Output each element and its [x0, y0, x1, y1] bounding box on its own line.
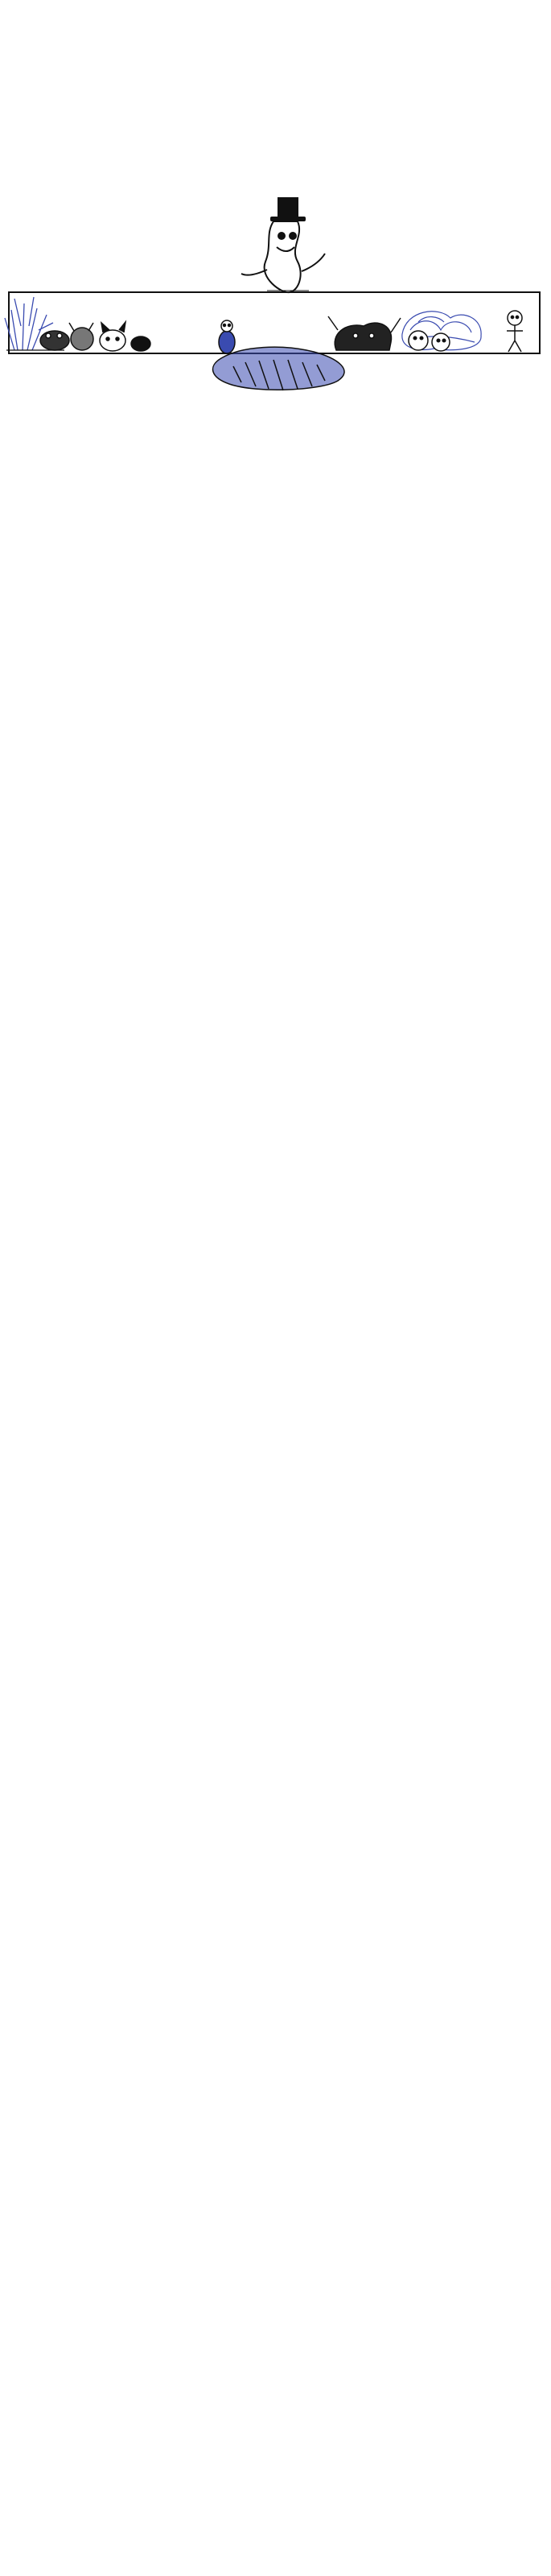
dark-fae-crab-icon — [328, 316, 401, 350]
crab-creature-icon — [40, 323, 93, 350]
comic-drawing — [0, 197, 551, 398]
blue-figure-icon — [219, 320, 235, 353]
skeleton-figure-icon — [507, 311, 523, 352]
comic-illustration — [0, 197, 551, 398]
cat-figure-icon — [100, 322, 125, 351]
top-hat-icon — [270, 197, 306, 221]
small-creature-icon — [131, 336, 150, 351]
worm-coils-icon — [213, 347, 345, 390]
nematode-worm-icon — [241, 221, 325, 292]
cat-figure-icon — [409, 331, 450, 351]
